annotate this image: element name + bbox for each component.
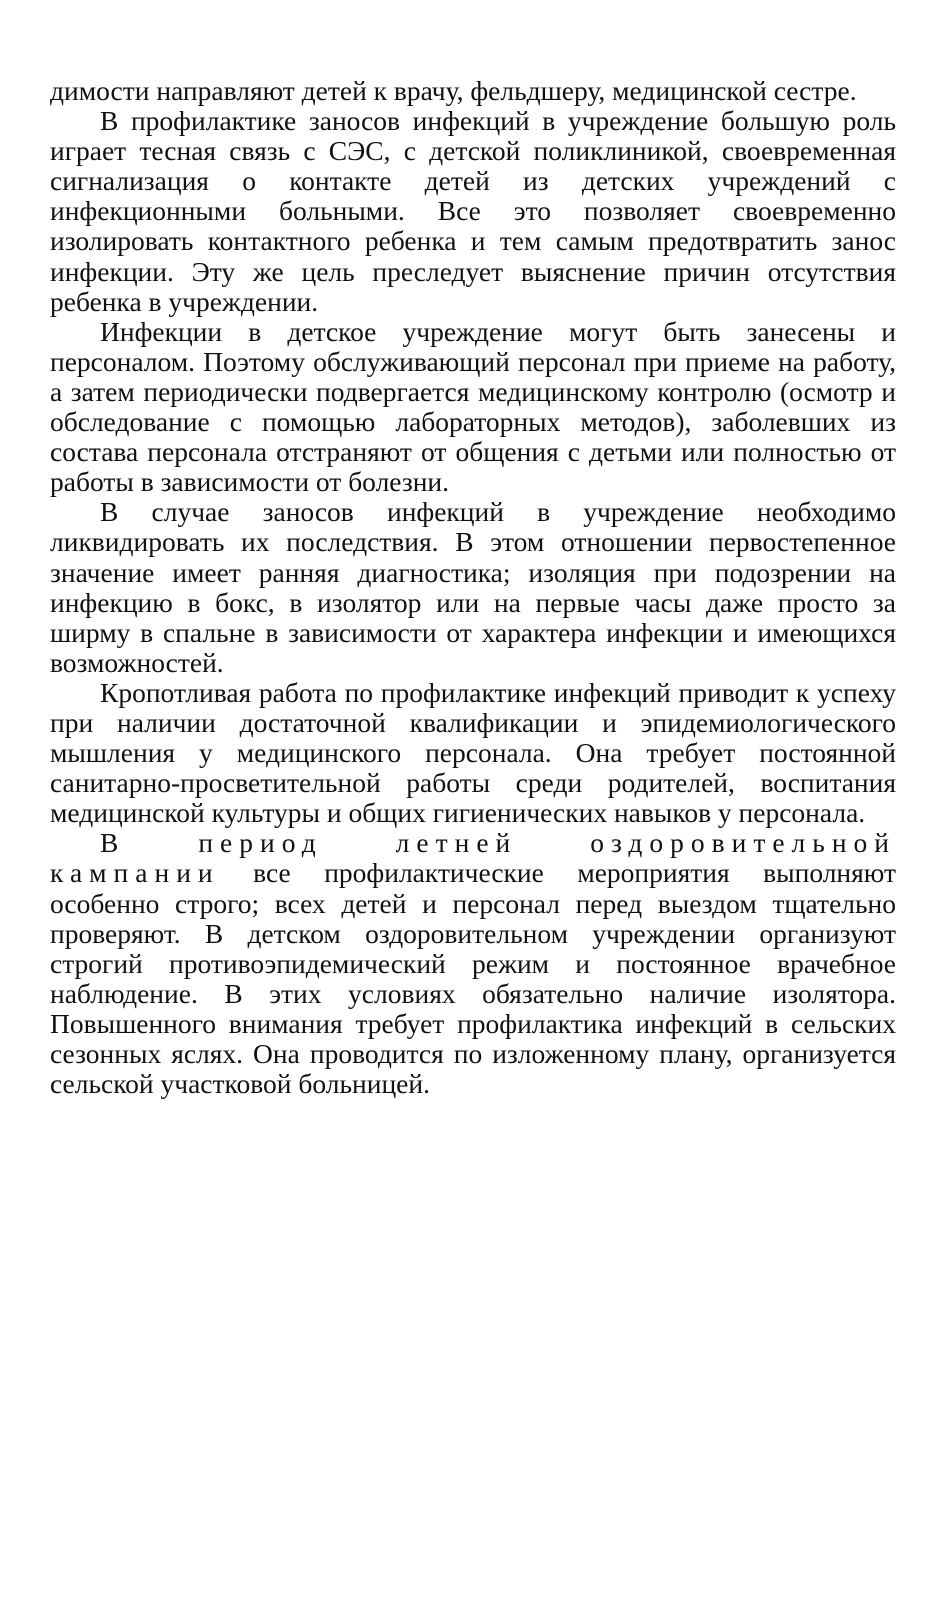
paragraph-qualification: Кропотливая работа по профилактике инфекций приводит к успеху при наличии достаточной квалификации и эпидемиологического мышления у медицинского персонала. Она требует постоянной санитарно-просветительной работы среди родителей, воспитания медицинской культуры и общих гигиенических навыков у персонала. (50, 676, 896, 829)
emphasis-summer-campaign: В период летней оздоровительной кампании (50, 827, 896, 889)
paragraph-summer-campaign-text: все профилактические мероприятия выполняют особенно строго; всех детей и персонал перед выездом тщательно проверяют. В детском оздоровительном учреждении организуют строгий противоэпидемический режим и постоянное врачебное наблюдение. В этих условиях обязательно наличие изолятора. Повышенного внимания требует профилактика инфекций в сельских сезонных яслях. Она проводится по изложенному плану, организуется сельской участковой больницей. (50, 857, 896, 1100)
page-body (50, 76, 896, 1099)
paragraph-summer-campaign (50, 828, 896, 1099)
paragraph-staff-control: Инфекции в детское учреждение могут быть занесены и персоналом. Поэтому обслуживающий персонал при приеме на работу, а затем периодически подвергается медицинскому контролю (осмотр и обследование с помощью лабораторных методов), заболевших из состава персонала отстраняют от общения с детьми или полностью от работы в зависимости от болезни. (50, 315, 896, 498)
paragraph-continued: димости направляют детей к врачу, фельдшеру, медицинской сестре. (50, 75, 857, 106)
paragraph-infection-prevention-ses: В профилактике заносов инфекций в учреждение большую роль играет тесная связь с СЭС, с детской поликлиникой, своевременная сигнализация о контакте детей из детских учреждений с инфекционными больными. Все это позволяет своевременно изолировать контактного ребенка и тем самым предотвратить занос инфекции. Эту же цель преследует выяснение причин отсутствия ребенка в учреждении. (50, 105, 896, 317)
paragraph-consequences: В случае заносов инфекций в учреждение необходимо ликвидировать их последствия. В этом отношении первостепенное значение имеет ранняя диагностика; изоляция при подозрении на инфекцию в бокс, в изолятор или на первые часы даже просто за ширму в спальне в зависимости от характера инфекции и имеющихся возможностей. (50, 496, 896, 678)
